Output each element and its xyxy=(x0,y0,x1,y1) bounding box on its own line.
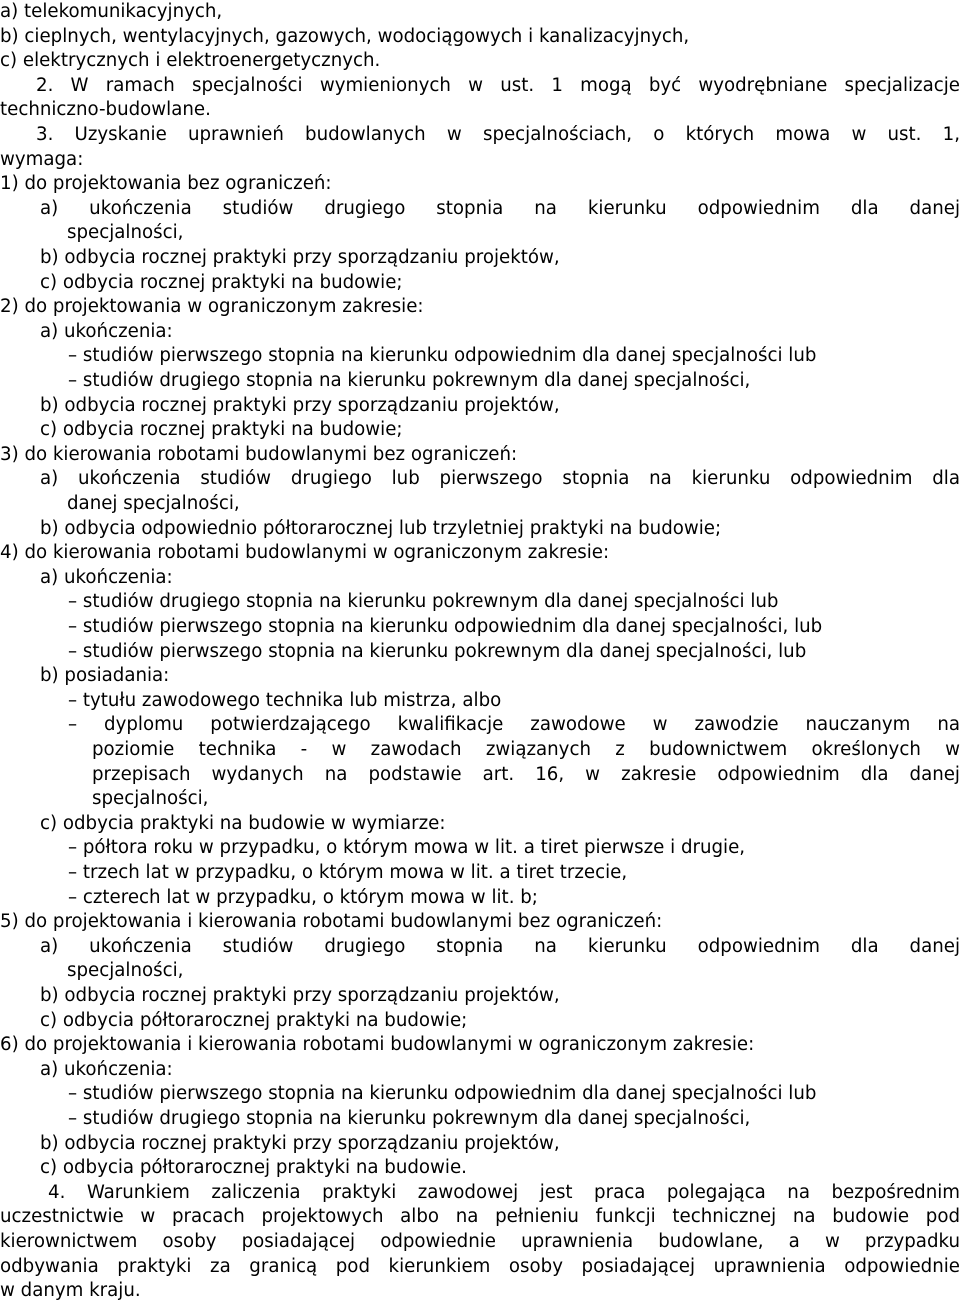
text-line: – studiów drugiego stopnia na kierunku pokrewnym dla danej specjalności lub xyxy=(68,591,779,613)
text-line: b) odbycia rocznej praktyki przy sporządzaniu projektów, xyxy=(40,394,560,416)
text-line: 2) do projektowania w ograniczonym zakresie: xyxy=(0,296,424,318)
text-line: 2. W ramach specjalności wymienionych w ust. 1 mogą być wyodrębniane specjalizacje xyxy=(36,74,960,96)
text-line: 3. Uzyskanie uprawnień budowlanych w specjalnościach, o których mowa w ust. 1, xyxy=(36,124,960,145)
text-line: – tytułu zawodowego technika lub mistrza, albo xyxy=(68,689,502,711)
text-line: – dyplomu potwierdzającego kwalifikacje zawodowe w zawodzie nauczanym na xyxy=(68,714,960,736)
text-line: c) odbycia rocznej praktyki na budowie; xyxy=(40,271,403,293)
text-line: odbywania praktyki za granicą pod kierunkiem osoby posiadającej uprawnienia odpowiednie xyxy=(0,1255,960,1277)
text-line: a) ukończenia studiów drugiego stopnia na kierunku odpowiednim dla danej xyxy=(40,935,960,957)
text-line: – półtora roku w przypadku, o którym mowa w lit. a tiret pierwsze i drugie, xyxy=(68,837,746,859)
text-line: 4) do kierowania robotami budowlanymi w ograniczonym zakresie: xyxy=(0,542,610,564)
text-line: b) odbycia rocznej praktyki przy sporządzaniu projektów, xyxy=(40,247,560,268)
text-line: a) ukończenia studiów drugiego lub pierwszego stopnia na kierunku odpowiednim dla xyxy=(40,468,960,490)
text-line: a) telekomunikacyjnych, xyxy=(0,1,223,22)
text-line: 1) do projektowania bez ograniczeń: xyxy=(0,173,332,195)
text-line: a) ukończenia studiów drugiego stopnia na kierunku odpowiednim dla danej xyxy=(40,197,960,219)
text-line: wymaga: xyxy=(0,148,84,170)
text-line: b) cieplnych, wentylacyjnych, gazowych, wodociągowych i kanalizacyjnych, xyxy=(0,25,690,47)
text-line: 5) do projektowania i kierowania robotami budowlanymi bez ograniczeń: xyxy=(0,911,663,933)
text-line: c) odbycia rocznej praktyki na budowie; xyxy=(40,419,403,441)
text-line: a) ukończenia: xyxy=(40,320,173,342)
text-line: b) posiadania: xyxy=(40,665,170,687)
text-line: przepisach wydanych na podstawie art. 16, w zakresie odpowiednim dla danej xyxy=(92,763,960,785)
text-line: 6) do projektowania i kierowania robotami budowlanymi w ograniczonym zakresie: xyxy=(0,1034,755,1056)
text-line: – studiów pierwszego stopnia na kierunku pokrewnym dla danej specjalności, lub xyxy=(68,640,807,662)
text-line: danej specjalności, xyxy=(67,493,240,514)
text-line: – studiów pierwszego stopnia na kierunku odpowiednim dla danej specjalności lub xyxy=(68,1083,817,1105)
text-line: a) ukończenia: xyxy=(40,566,173,588)
text-line: kierownictwem osoby posiadającej odpowiednie uprawnienia budowlane, a w przypadku xyxy=(0,1231,960,1252)
text-line: c) odbycia praktyki na budowie w wymiarze: xyxy=(40,812,446,834)
text-line: – studiów pierwszego stopnia na kierunku odpowiednim dla danej specjalności, lub xyxy=(68,616,823,637)
text-line: b) odbycia odpowiednio półtorarocznej lub trzyletniej praktyki na budowie; xyxy=(40,517,722,539)
text-line: – czterech lat w przypadku, o którym mowa w lit. b; xyxy=(68,886,538,908)
text-line: b) odbycia rocznej praktyki przy sporządzaniu projektów, xyxy=(40,1132,560,1154)
text-line: w danym kraju. xyxy=(0,1280,141,1302)
text-line: a) ukończenia: xyxy=(40,1058,173,1080)
text-line: specjalności, xyxy=(67,960,184,982)
text-line: 3) do kierowania robotami budowlanymi bez ograniczeń: xyxy=(0,443,518,465)
text-line: specjalności, xyxy=(92,788,209,810)
text-line: poziomie technika - w zawodach związanych z budownictwem określonych w xyxy=(92,739,960,760)
text-line: specjalności, xyxy=(67,222,184,244)
text-line: – studiów drugiego stopnia na kierunku pokrewnym dla danej specjalności, xyxy=(68,370,751,391)
text-line: – studiów drugiego stopnia na kierunku pokrewnym dla danej specjalności, xyxy=(68,1108,751,1129)
text-line: – studiów pierwszego stopnia na kierunku odpowiednim dla danej specjalności lub xyxy=(68,345,817,367)
text-line: 4. Warunkiem zaliczenia praktyki zawodowej jest praca polegająca na bezpośrednim xyxy=(48,1181,960,1203)
text-line: b) odbycia rocznej praktyki przy sporządzaniu projektów, xyxy=(40,985,560,1006)
text-line: c) odbycia półtorarocznej praktyki na budowie. xyxy=(40,1157,467,1179)
text-line: c) elektrycznych i elektroenergetycznych. xyxy=(0,50,381,72)
text-line: c) odbycia półtorarocznej praktyki na budowie; xyxy=(40,1009,468,1031)
text-line: – trzech lat w przypadku, o którym mowa w lit. a tiret trzecie, xyxy=(68,862,628,883)
text-line: techniczno-budowlane. xyxy=(0,99,211,121)
text-line: uczestnictwie w pracach projektowych albo na pełnieniu funkcji technicznej na budowie pod xyxy=(0,1206,960,1228)
